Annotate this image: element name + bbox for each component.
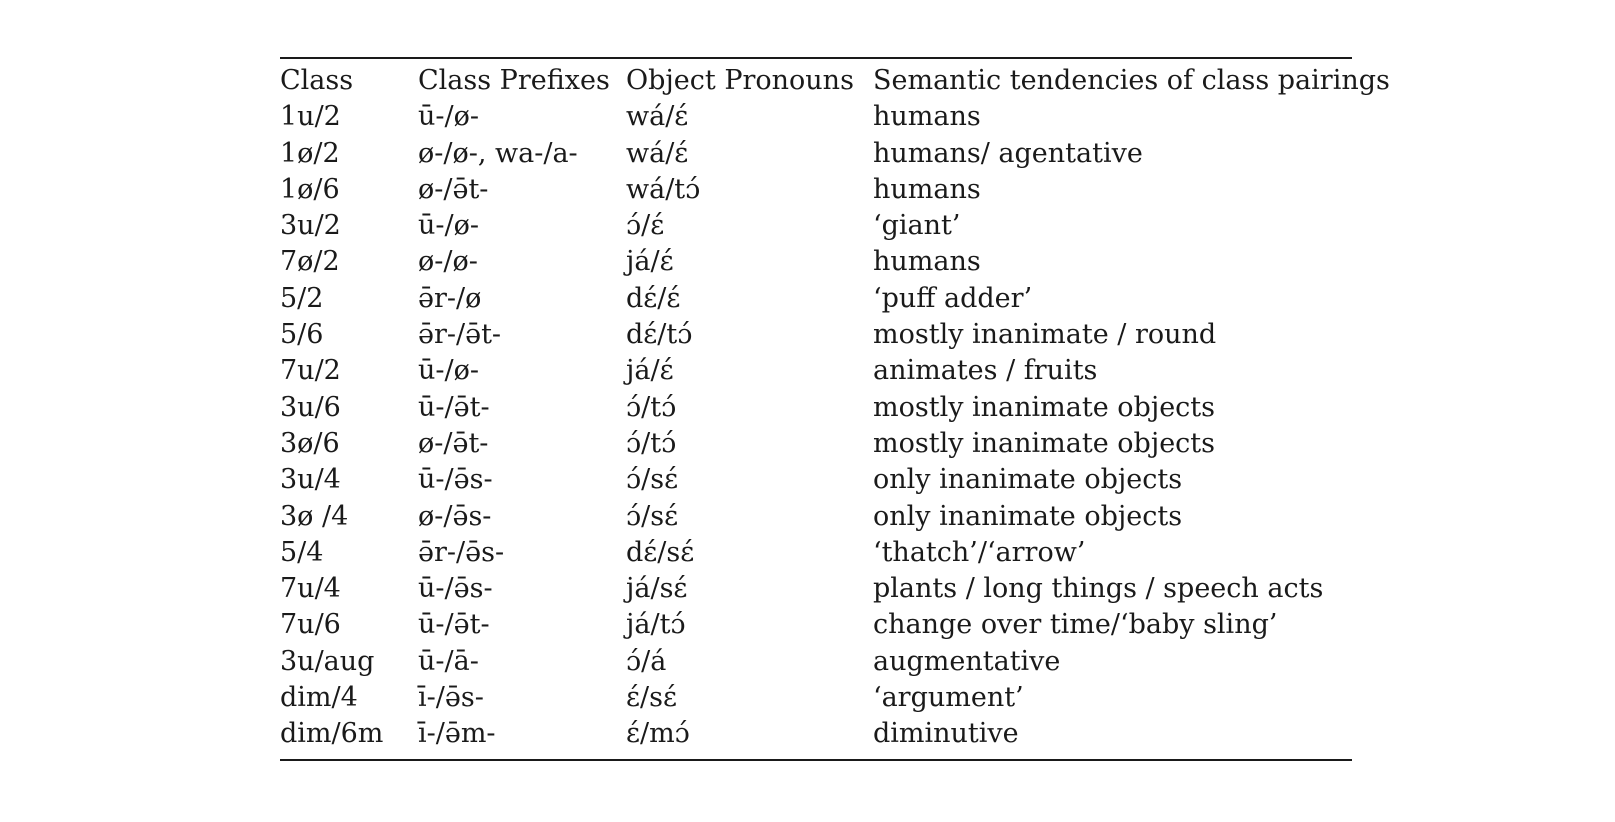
cell-class-prefixes: ø-/ə̄t-	[418, 173, 489, 205]
cell-class: 5/2	[280, 282, 324, 314]
table-row	[280, 462, 1352, 498]
table-row	[280, 426, 1352, 462]
table-row	[280, 390, 1352, 426]
cell-semantic-tendency: diminutive	[873, 718, 1019, 750]
cell-semantic-tendency: mostly inanimate / round	[873, 319, 1217, 351]
cell-object-pronouns: wá/tɔ́	[626, 173, 701, 205]
cell-object-pronouns: já/ɛ́	[626, 246, 674, 278]
cell-class-prefixes: ū-/ə̄t-	[418, 391, 490, 423]
cell-semantic-tendency: humans	[873, 246, 981, 278]
header-row	[280, 59, 1352, 99]
table-row	[280, 136, 1352, 172]
cell-semantic-tendency: ‘puff adder’	[873, 282, 1033, 314]
table-row	[280, 281, 1352, 317]
cell-object-pronouns: ɔ́/sɛ́	[626, 500, 679, 532]
cell-class: 3u/6	[280, 391, 341, 423]
cell-class: 7u/4	[280, 573, 341, 605]
header-object-pronouns: Object Pronouns	[626, 65, 854, 96]
table-row	[280, 644, 1352, 680]
cell-class: dim/6m	[280, 718, 384, 750]
cell-class-prefixes: ə̄r-/ø	[418, 282, 482, 314]
cell-object-pronouns: já/ɛ́	[626, 355, 674, 387]
cell-class: dim/4	[280, 682, 358, 714]
cell-object-pronouns: wá/ɛ́	[626, 137, 689, 169]
table-body	[280, 99, 1352, 758]
cell-class: 3ø /4	[280, 500, 349, 532]
table-row	[280, 499, 1352, 535]
table-row	[280, 535, 1352, 571]
cell-class-prefixes: ū-/ā-	[418, 645, 479, 677]
cell-class-prefixes: ū-/ə̄t-	[418, 609, 490, 641]
cell-class-prefixes: ī-/ə̄m-	[418, 718, 496, 750]
table-row	[280, 244, 1352, 280]
cell-class: 7u/6	[280, 609, 341, 641]
cell-object-pronouns: ɔ́/tɔ́	[626, 427, 677, 459]
table-row	[280, 607, 1352, 643]
cell-object-pronouns: ɔ́/á	[626, 645, 667, 677]
cell-class: 7ø/2	[280, 246, 340, 278]
table-row	[280, 716, 1352, 758]
cell-class: 1u/2	[280, 101, 341, 133]
cell-object-pronouns: ɔ́/ɛ́	[626, 210, 665, 242]
noun-class-table	[280, 57, 1390, 761]
cell-class: 3u/4	[280, 464, 341, 496]
cell-class-prefixes: ə̄r-/ə̄s-	[418, 536, 505, 568]
cell-class: 3ø/6	[280, 427, 340, 459]
header-class: Class	[280, 65, 354, 96]
cell-semantic-tendency: ‘argument’	[873, 682, 1024, 714]
header-semantic-tendencies: Semantic tendencies of class pairings	[873, 65, 1390, 96]
cell-object-pronouns: já/sɛ́	[626, 573, 688, 605]
cell-object-pronouns: ɛ́/sɛ́	[626, 682, 677, 714]
cell-object-pronouns: dɛ́/ɛ́	[626, 282, 681, 314]
cell-semantic-tendency: plants / long things / speech acts	[873, 573, 1324, 605]
cell-class: 3u/2	[280, 210, 341, 242]
table-row	[280, 208, 1352, 244]
table-row	[280, 680, 1352, 716]
class-table	[280, 59, 1390, 759]
cell-class-prefixes: ø-/ə̄s-	[418, 500, 492, 532]
cell-semantic-tendency: only inanimate objects	[873, 464, 1183, 496]
cell-class-prefixes: ə̄r-/ə̄t-	[418, 319, 502, 351]
cell-class: 5/4	[280, 536, 324, 568]
table-row	[280, 353, 1352, 389]
cell-semantic-tendency: humans	[873, 173, 981, 205]
cell-object-pronouns: já/tɔ́	[626, 609, 686, 641]
cell-semantic-tendency: mostly inanimate objects	[873, 391, 1216, 423]
cell-class: 7u/2	[280, 355, 341, 387]
cell-semantic-tendency: humans	[873, 101, 981, 133]
cell-class-prefixes: ø-/ø-, wa-/a-	[418, 137, 578, 169]
cell-semantic-tendency: ‘giant’	[873, 210, 961, 242]
cell-class-prefixes: ø-/ə̄t-	[418, 427, 489, 459]
table-row	[280, 99, 1352, 135]
cell-class-prefixes: ū-/ə̄s-	[418, 573, 493, 605]
cell-class-prefixes: ū-/ø-	[418, 355, 479, 387]
cell-object-pronouns: ɛ́/mɔ́	[626, 718, 690, 750]
cell-class-prefixes: ū-/ø-	[418, 210, 479, 242]
cell-class-prefixes: ū-/ə̄s-	[418, 464, 493, 496]
cell-class-prefixes: ū-/ø-	[418, 101, 479, 133]
cell-semantic-tendency: humans/ agentative	[873, 137, 1143, 169]
cell-object-pronouns: ɔ́/sɛ́	[626, 464, 679, 496]
cell-semantic-tendency: mostly inanimate objects	[873, 427, 1216, 459]
cell-object-pronouns: dɛ́/sɛ́	[626, 536, 695, 568]
cell-semantic-tendency: only inanimate objects	[873, 500, 1183, 532]
cell-class: 1ø/2	[280, 137, 340, 169]
cell-semantic-tendency: animates / fruits	[873, 355, 1098, 387]
cell-class-prefixes: ī-/ə̄s-	[418, 682, 484, 714]
cell-class: 3u/aug	[280, 645, 375, 677]
table-row	[280, 317, 1352, 353]
cell-semantic-tendency: ‘thatch’/‘arrow’	[873, 536, 1086, 568]
cell-semantic-tendency: augmentative	[873, 645, 1061, 677]
cell-object-pronouns: wá/ɛ́	[626, 101, 689, 133]
table-row	[280, 172, 1352, 208]
table-row	[280, 571, 1352, 607]
cell-object-pronouns: ɔ́/tɔ́	[626, 391, 677, 423]
header-class-prefixes: Class Prefixes	[418, 65, 610, 96]
cell-class-prefixes: ø-/ø-	[418, 246, 478, 278]
cell-object-pronouns: dɛ́/tɔ́	[626, 319, 693, 351]
cell-semantic-tendency: change over time/‘baby sling’	[873, 609, 1278, 641]
bottom-rule	[280, 759, 1352, 761]
cell-class: 1ø/6	[280, 173, 340, 205]
cell-class: 5/6	[280, 319, 324, 351]
